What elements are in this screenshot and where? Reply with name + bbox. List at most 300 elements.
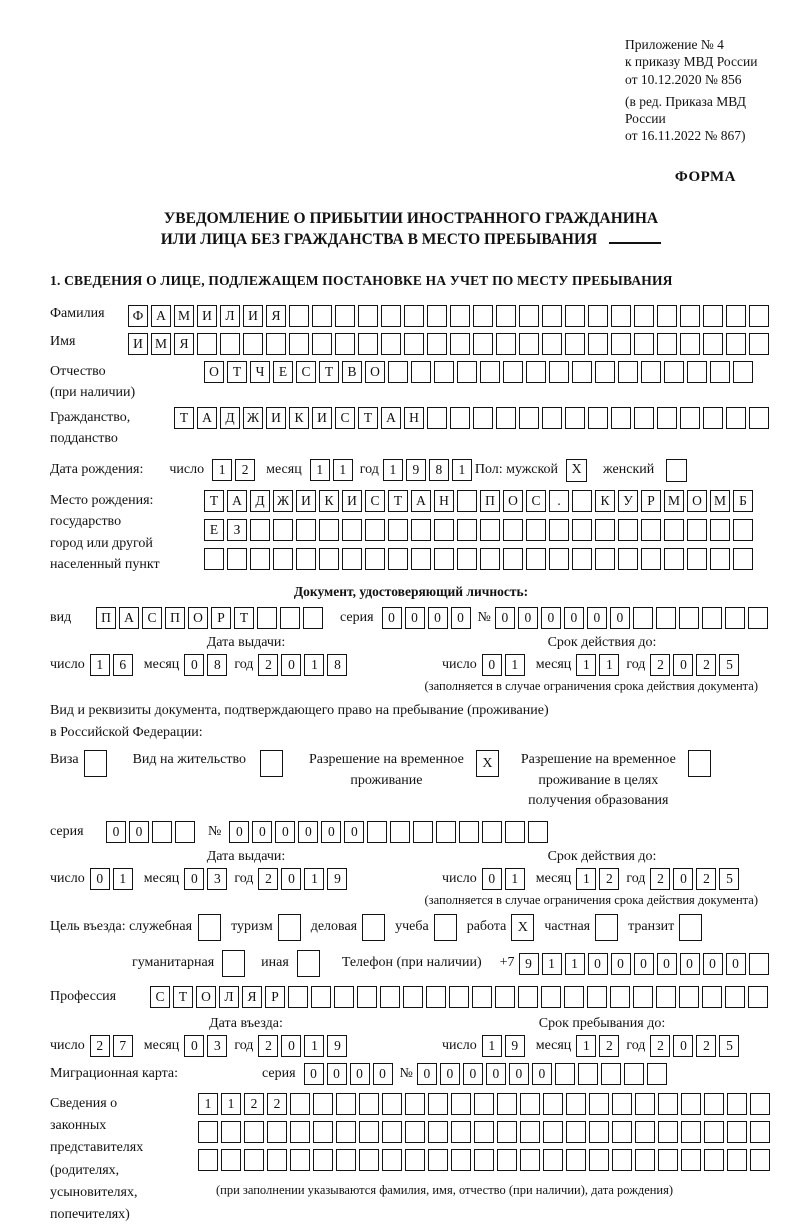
visa-checkbox[interactable] xyxy=(84,750,107,777)
char-box[interactable] xyxy=(656,986,676,1008)
char-box[interactable]: Б xyxy=(733,490,753,512)
char-box[interactable]: У xyxy=(618,490,638,512)
char-box[interactable]: 8 xyxy=(327,654,347,676)
char-box[interactable]: О xyxy=(503,490,523,512)
char-box[interactable] xyxy=(312,333,332,355)
char-box[interactable]: И xyxy=(342,490,362,512)
char-box[interactable] xyxy=(434,519,454,541)
char-box[interactable] xyxy=(658,1149,678,1171)
char-box[interactable]: 7 xyxy=(113,1035,133,1057)
char-box[interactable]: 2 xyxy=(267,1093,287,1115)
char-box[interactable] xyxy=(635,1149,655,1171)
char-box[interactable] xyxy=(658,1121,678,1143)
char-box[interactable]: 0 xyxy=(382,607,402,629)
char-box[interactable] xyxy=(336,1121,356,1143)
char-box[interactable]: Я xyxy=(174,333,194,355)
char-box[interactable]: А xyxy=(381,407,401,429)
char-box[interactable]: 0 xyxy=(673,868,693,890)
char-box[interactable] xyxy=(749,953,769,975)
char-box[interactable] xyxy=(588,333,608,355)
char-box[interactable] xyxy=(198,1121,218,1143)
char-box[interactable]: 0 xyxy=(673,1035,693,1057)
char-box[interactable] xyxy=(657,305,677,327)
char-box[interactable] xyxy=(566,1093,586,1115)
char-box[interactable] xyxy=(635,1093,655,1115)
purpose-business-checkbox[interactable] xyxy=(362,914,385,941)
char-box[interactable]: 0 xyxy=(417,1063,437,1085)
char-box[interactable] xyxy=(296,519,316,541)
char-box[interactable]: 9 xyxy=(406,459,426,481)
char-box[interactable]: 0 xyxy=(611,953,631,975)
char-box[interactable] xyxy=(505,821,525,843)
char-box[interactable] xyxy=(365,519,385,541)
char-box[interactable]: Р xyxy=(265,986,285,1008)
char-box[interactable]: С xyxy=(150,986,170,1008)
char-box[interactable] xyxy=(152,821,172,843)
char-box[interactable]: В xyxy=(342,361,362,383)
char-box[interactable]: 2 xyxy=(258,868,278,890)
char-box[interactable] xyxy=(473,305,493,327)
char-box[interactable] xyxy=(503,361,523,383)
char-box[interactable] xyxy=(411,519,431,541)
char-box[interactable] xyxy=(388,519,408,541)
char-box[interactable] xyxy=(428,1149,448,1171)
char-box[interactable]: Н xyxy=(404,407,424,429)
char-box[interactable] xyxy=(427,333,447,355)
char-box[interactable] xyxy=(578,1063,598,1085)
char-box[interactable] xyxy=(335,333,355,355)
char-box[interactable] xyxy=(664,548,684,570)
char-box[interactable] xyxy=(273,519,293,541)
char-box[interactable] xyxy=(641,361,661,383)
char-box[interactable]: Д xyxy=(220,407,240,429)
char-box[interactable] xyxy=(319,519,339,541)
char-box[interactable] xyxy=(503,548,523,570)
char-box[interactable] xyxy=(572,490,592,512)
char-box[interactable]: 0 xyxy=(482,654,502,676)
char-box[interactable] xyxy=(403,986,423,1008)
char-box[interactable] xyxy=(549,548,569,570)
char-box[interactable]: 0 xyxy=(610,607,630,629)
temp-residence-edu-checkbox[interactable] xyxy=(688,750,711,777)
char-box[interactable]: 0 xyxy=(588,953,608,975)
char-box[interactable]: К xyxy=(595,490,615,512)
char-box[interactable]: П xyxy=(480,490,500,512)
char-box[interactable] xyxy=(473,333,493,355)
char-box[interactable] xyxy=(680,305,700,327)
char-box[interactable] xyxy=(480,548,500,570)
char-box[interactable] xyxy=(519,333,539,355)
char-box[interactable] xyxy=(404,305,424,327)
char-box[interactable] xyxy=(266,333,286,355)
char-box[interactable] xyxy=(641,519,661,541)
char-box[interactable] xyxy=(457,519,477,541)
char-box[interactable] xyxy=(359,1121,379,1143)
char-box[interactable] xyxy=(313,1149,333,1171)
char-box[interactable]: А xyxy=(119,607,139,629)
char-box[interactable] xyxy=(451,1093,471,1115)
char-box[interactable] xyxy=(681,1149,701,1171)
char-box[interactable] xyxy=(657,333,677,355)
char-box[interactable] xyxy=(267,1121,287,1143)
char-box[interactable] xyxy=(497,1149,517,1171)
char-box[interactable] xyxy=(381,305,401,327)
char-box[interactable] xyxy=(588,305,608,327)
char-box[interactable] xyxy=(357,986,377,1008)
char-box[interactable] xyxy=(334,986,354,1008)
char-box[interactable] xyxy=(725,607,745,629)
char-box[interactable]: 1 xyxy=(310,459,330,481)
char-box[interactable] xyxy=(313,1121,333,1143)
char-box[interactable] xyxy=(390,821,410,843)
char-box[interactable] xyxy=(311,986,331,1008)
char-box[interactable]: 0 xyxy=(298,821,318,843)
char-box[interactable]: 9 xyxy=(327,1035,347,1057)
char-box[interactable] xyxy=(405,1093,425,1115)
char-box[interactable] xyxy=(565,407,585,429)
char-box[interactable] xyxy=(633,986,653,1008)
char-box[interactable] xyxy=(427,407,447,429)
char-box[interactable]: Д xyxy=(250,490,270,512)
char-box[interactable] xyxy=(267,1149,287,1171)
char-box[interactable] xyxy=(634,333,654,355)
char-box[interactable] xyxy=(450,407,470,429)
char-box[interactable] xyxy=(635,1121,655,1143)
char-box[interactable]: 0 xyxy=(129,821,149,843)
char-box[interactable]: И xyxy=(312,407,332,429)
char-box[interactable]: Л xyxy=(220,305,240,327)
char-box[interactable] xyxy=(618,519,638,541)
char-box[interactable] xyxy=(290,1121,310,1143)
char-box[interactable] xyxy=(497,1121,517,1143)
char-box[interactable] xyxy=(641,548,661,570)
char-box[interactable]: С xyxy=(365,490,385,512)
char-box[interactable] xyxy=(703,305,723,327)
char-box[interactable] xyxy=(451,1121,471,1143)
char-box[interactable] xyxy=(750,1149,770,1171)
char-box[interactable]: О xyxy=(365,361,385,383)
char-box[interactable] xyxy=(680,407,700,429)
char-box[interactable]: 3 xyxy=(207,868,227,890)
purpose-humanitarian-checkbox[interactable] xyxy=(222,950,245,977)
char-box[interactable]: 1 xyxy=(482,1035,502,1057)
char-box[interactable] xyxy=(634,407,654,429)
char-box[interactable] xyxy=(601,1063,621,1085)
char-box[interactable]: 0 xyxy=(281,1035,301,1057)
char-box[interactable] xyxy=(303,607,323,629)
char-box[interactable] xyxy=(336,1149,356,1171)
char-box[interactable] xyxy=(664,519,684,541)
char-box[interactable] xyxy=(702,607,722,629)
char-box[interactable] xyxy=(250,548,270,570)
char-box[interactable] xyxy=(634,305,654,327)
char-box[interactable]: 1 xyxy=(599,654,619,676)
char-box[interactable] xyxy=(519,407,539,429)
char-box[interactable] xyxy=(703,333,723,355)
char-box[interactable] xyxy=(359,1093,379,1115)
char-box[interactable]: К xyxy=(289,407,309,429)
char-box[interactable] xyxy=(526,361,546,383)
char-box[interactable] xyxy=(572,361,592,383)
char-box[interactable] xyxy=(243,333,263,355)
char-box[interactable] xyxy=(204,548,224,570)
char-box[interactable] xyxy=(589,1093,609,1115)
char-box[interactable]: Н xyxy=(434,490,454,512)
char-box[interactable] xyxy=(542,305,562,327)
char-box[interactable]: 0 xyxy=(564,607,584,629)
char-box[interactable] xyxy=(526,548,546,570)
char-box[interactable] xyxy=(519,305,539,327)
char-box[interactable]: 0 xyxy=(482,868,502,890)
purpose-official-checkbox[interactable] xyxy=(198,914,221,941)
char-box[interactable]: Т xyxy=(173,986,193,1008)
char-box[interactable]: 0 xyxy=(726,953,746,975)
char-box[interactable] xyxy=(358,333,378,355)
char-box[interactable] xyxy=(681,1093,701,1115)
char-box[interactable] xyxy=(496,407,516,429)
char-box[interactable] xyxy=(566,1149,586,1171)
char-box[interactable]: Ф xyxy=(128,305,148,327)
char-box[interactable] xyxy=(526,519,546,541)
char-box[interactable] xyxy=(733,548,753,570)
char-box[interactable] xyxy=(520,1149,540,1171)
char-box[interactable]: 1 xyxy=(304,1035,324,1057)
char-box[interactable]: М xyxy=(710,490,730,512)
char-box[interactable] xyxy=(480,361,500,383)
char-box[interactable] xyxy=(434,548,454,570)
purpose-transit-checkbox[interactable] xyxy=(679,914,702,941)
char-box[interactable]: И xyxy=(197,305,217,327)
char-box[interactable] xyxy=(589,1149,609,1171)
residence-permit-checkbox[interactable] xyxy=(260,750,283,777)
char-box[interactable] xyxy=(405,1121,425,1143)
char-box[interactable]: С xyxy=(526,490,546,512)
char-box[interactable] xyxy=(198,1149,218,1171)
char-box[interactable]: 1 xyxy=(113,868,133,890)
char-box[interactable] xyxy=(588,407,608,429)
char-box[interactable] xyxy=(388,548,408,570)
char-box[interactable]: Т xyxy=(204,490,224,512)
char-box[interactable] xyxy=(572,548,592,570)
char-box[interactable]: М xyxy=(664,490,684,512)
char-box[interactable] xyxy=(449,986,469,1008)
char-box[interactable] xyxy=(382,1093,402,1115)
char-box[interactable]: Я xyxy=(242,986,262,1008)
char-box[interactable]: Т xyxy=(388,490,408,512)
purpose-study-checkbox[interactable] xyxy=(434,914,457,941)
char-box[interactable] xyxy=(405,1149,425,1171)
char-box[interactable]: 0 xyxy=(440,1063,460,1085)
char-box[interactable] xyxy=(541,986,561,1008)
char-box[interactable]: Т xyxy=(234,607,254,629)
char-box[interactable] xyxy=(411,548,431,570)
char-box[interactable] xyxy=(404,333,424,355)
char-box[interactable]: 9 xyxy=(519,953,539,975)
temp-residence-checkbox[interactable]: X xyxy=(476,750,499,777)
char-box[interactable] xyxy=(572,519,592,541)
char-box[interactable]: И xyxy=(128,333,148,355)
char-box[interactable]: 0 xyxy=(541,607,561,629)
char-box[interactable]: 1 xyxy=(565,953,585,975)
sex-male-checkbox[interactable]: X xyxy=(566,459,587,482)
char-box[interactable]: 2 xyxy=(650,868,670,890)
char-box[interactable]: 0 xyxy=(518,607,538,629)
char-box[interactable] xyxy=(704,1093,724,1115)
char-box[interactable] xyxy=(624,1063,644,1085)
char-box[interactable] xyxy=(612,1121,632,1143)
char-box[interactable]: О xyxy=(204,361,224,383)
char-box[interactable]: А xyxy=(411,490,431,512)
char-box[interactable] xyxy=(365,548,385,570)
char-box[interactable]: 0 xyxy=(428,607,448,629)
char-box[interactable] xyxy=(565,333,585,355)
char-box[interactable] xyxy=(426,986,446,1008)
char-box[interactable]: А xyxy=(197,407,217,429)
char-box[interactable]: 1 xyxy=(383,459,403,481)
char-box[interactable]: 2 xyxy=(258,1035,278,1057)
char-box[interactable] xyxy=(413,821,433,843)
char-box[interactable] xyxy=(543,1149,563,1171)
char-box[interactable]: 2 xyxy=(696,868,716,890)
char-box[interactable] xyxy=(497,1093,517,1115)
char-box[interactable] xyxy=(197,333,217,355)
char-box[interactable]: 0 xyxy=(673,654,693,676)
purpose-private-checkbox[interactable] xyxy=(595,914,618,941)
char-box[interactable] xyxy=(595,361,615,383)
char-box[interactable]: 1 xyxy=(576,868,596,890)
char-box[interactable]: 9 xyxy=(327,868,347,890)
char-box[interactable] xyxy=(679,986,699,1008)
char-box[interactable] xyxy=(748,607,768,629)
char-box[interactable]: . xyxy=(549,490,569,512)
char-box[interactable] xyxy=(589,1121,609,1143)
char-box[interactable] xyxy=(436,821,456,843)
char-box[interactable]: Ч xyxy=(250,361,270,383)
char-box[interactable]: О xyxy=(687,490,707,512)
char-box[interactable] xyxy=(726,333,746,355)
char-box[interactable] xyxy=(434,361,454,383)
char-box[interactable]: 0 xyxy=(495,607,515,629)
char-box[interactable] xyxy=(450,333,470,355)
char-box[interactable] xyxy=(528,821,548,843)
char-box[interactable] xyxy=(595,519,615,541)
char-box[interactable] xyxy=(367,821,387,843)
char-box[interactable]: Я xyxy=(266,305,286,327)
char-box[interactable] xyxy=(459,821,479,843)
char-box[interactable]: 1 xyxy=(304,868,324,890)
char-box[interactable]: 0 xyxy=(703,953,723,975)
char-box[interactable] xyxy=(564,986,584,1008)
char-box[interactable] xyxy=(336,1093,356,1115)
char-box[interactable] xyxy=(727,1093,747,1115)
char-box[interactable] xyxy=(474,1121,494,1143)
char-box[interactable] xyxy=(618,361,638,383)
char-box[interactable] xyxy=(457,490,477,512)
char-box[interactable] xyxy=(549,519,569,541)
char-box[interactable] xyxy=(496,333,516,355)
char-box[interactable]: К xyxy=(319,490,339,512)
char-box[interactable]: Т xyxy=(319,361,339,383)
char-box[interactable] xyxy=(473,407,493,429)
char-box[interactable]: 1 xyxy=(505,654,525,676)
char-box[interactable] xyxy=(687,548,707,570)
purpose-other-checkbox[interactable] xyxy=(297,950,320,977)
char-box[interactable] xyxy=(704,1121,724,1143)
char-box[interactable] xyxy=(633,607,653,629)
char-box[interactable]: 1 xyxy=(452,459,472,481)
char-box[interactable]: Т xyxy=(174,407,194,429)
char-box[interactable] xyxy=(542,333,562,355)
char-box[interactable] xyxy=(727,1121,747,1143)
char-box[interactable]: Т xyxy=(358,407,378,429)
char-box[interactable]: Е xyxy=(273,361,293,383)
char-box[interactable] xyxy=(543,1121,563,1143)
char-box[interactable]: 1 xyxy=(505,868,525,890)
char-box[interactable]: 0 xyxy=(463,1063,483,1085)
char-box[interactable] xyxy=(680,333,700,355)
char-box[interactable] xyxy=(480,519,500,541)
char-box[interactable]: 5 xyxy=(719,654,739,676)
char-box[interactable]: И xyxy=(243,305,263,327)
char-box[interactable]: 1 xyxy=(90,654,110,676)
char-box[interactable] xyxy=(319,548,339,570)
char-box[interactable] xyxy=(495,986,515,1008)
char-box[interactable] xyxy=(221,1149,241,1171)
char-box[interactable]: Л xyxy=(219,986,239,1008)
char-box[interactable]: 0 xyxy=(634,953,654,975)
char-box[interactable] xyxy=(727,1149,747,1171)
char-box[interactable]: 0 xyxy=(657,953,677,975)
purpose-tourism-checkbox[interactable] xyxy=(278,914,301,941)
char-box[interactable] xyxy=(296,548,316,570)
char-box[interactable]: 6 xyxy=(113,654,133,676)
char-box[interactable] xyxy=(658,1093,678,1115)
char-box[interactable]: С xyxy=(296,361,316,383)
char-box[interactable] xyxy=(647,1063,667,1085)
char-box[interactable] xyxy=(289,305,309,327)
char-box[interactable] xyxy=(474,1093,494,1115)
char-box[interactable]: 0 xyxy=(680,953,700,975)
char-box[interactable]: 0 xyxy=(106,821,126,843)
char-box[interactable] xyxy=(555,1063,575,1085)
char-box[interactable] xyxy=(382,1149,402,1171)
char-box[interactable] xyxy=(520,1121,540,1143)
char-box[interactable] xyxy=(565,305,585,327)
char-box[interactable] xyxy=(704,1149,724,1171)
char-box[interactable] xyxy=(342,548,362,570)
char-box[interactable] xyxy=(657,407,677,429)
char-box[interactable]: И xyxy=(296,490,316,512)
char-box[interactable]: 2 xyxy=(235,459,255,481)
char-box[interactable]: М xyxy=(174,305,194,327)
char-box[interactable]: 0 xyxy=(509,1063,529,1085)
char-box[interactable] xyxy=(358,305,378,327)
char-box[interactable]: А xyxy=(151,305,171,327)
char-box[interactable] xyxy=(221,1121,241,1143)
char-box[interactable]: Ж xyxy=(243,407,263,429)
char-box[interactable]: Е xyxy=(204,519,224,541)
char-box[interactable]: 5 xyxy=(719,1035,739,1057)
char-box[interactable]: 0 xyxy=(252,821,272,843)
char-box[interactable] xyxy=(679,607,699,629)
char-box[interactable]: 0 xyxy=(486,1063,506,1085)
char-box[interactable] xyxy=(496,305,516,327)
char-box[interactable] xyxy=(482,821,502,843)
char-box[interactable] xyxy=(611,407,631,429)
char-box[interactable] xyxy=(595,548,615,570)
purpose-work-checkbox[interactable]: X xyxy=(511,914,534,941)
char-box[interactable] xyxy=(427,305,447,327)
